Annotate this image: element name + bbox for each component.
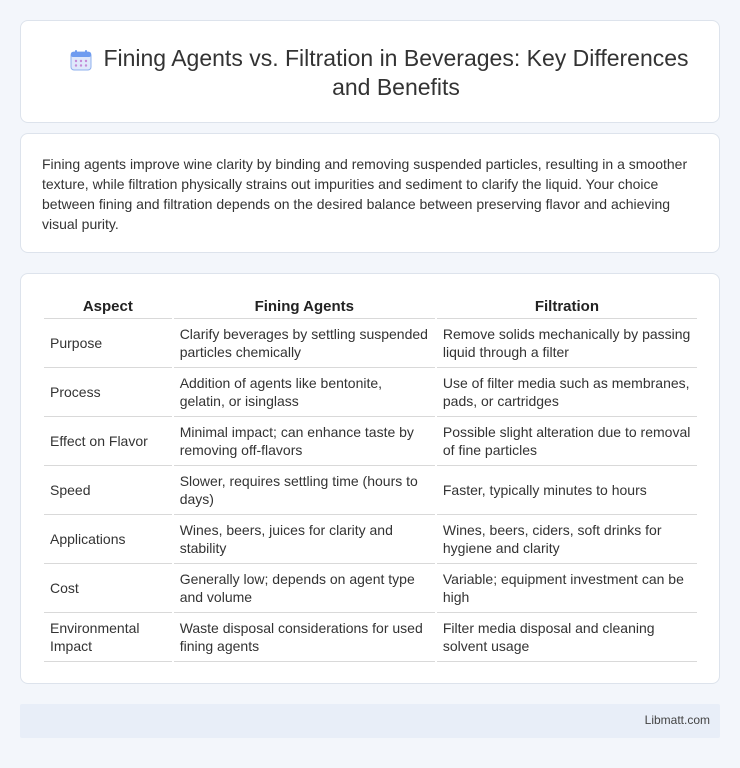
page-title: Fining Agents vs. Filtration in Beverages: Key Differences and Benefits — [103, 45, 689, 100]
aspect-cell: Cost — [44, 564, 172, 613]
calendar-icon — [69, 48, 93, 72]
aspect-cell: Environmental Impact — [44, 613, 172, 662]
footer-bar — [20, 704, 720, 738]
filtration-cell: Variable; equipment investment can be high — [437, 564, 697, 613]
fining-cell: Minimal impact; can enhance taste by removing off-flavors — [174, 417, 435, 466]
comparison-table — [42, 295, 699, 662]
header-fining-agents: Fining Agents — [174, 295, 435, 319]
table-row — [44, 368, 697, 417]
table-header-row — [44, 295, 697, 319]
filtration-cell: Use of filter media such as membranes, pads, or cartridges — [437, 368, 697, 417]
filtration-cell: Remove solids mechanically by passing liquid through a filter — [437, 319, 697, 368]
aspect-cell: Speed — [44, 466, 172, 515]
table-row — [44, 515, 697, 564]
table-row — [44, 613, 697, 662]
fining-cell: Wines, beers, juices for clarity and stability — [174, 515, 435, 564]
filtration-cell: Possible slight alteration due to removal of fine particles — [437, 417, 697, 466]
title-card — [20, 20, 720, 123]
table-row — [44, 319, 697, 368]
fining-cell: Clarify beverages by settling suspended particles chemically — [174, 319, 435, 368]
filtration-cell: Faster, typically minutes to hours — [437, 466, 697, 515]
aspect-cell: Applications — [44, 515, 172, 564]
aspect-cell: Process — [44, 368, 172, 417]
filtration-cell: Wines, beers, ciders, soft drinks for hygiene and clarity — [437, 515, 697, 564]
intro-card — [20, 133, 720, 253]
fining-cell: Slower, requires settling time (hours to days) — [174, 466, 435, 515]
footer-site-link[interactable]: Libmatt.com — [644, 713, 710, 727]
header-filtration: Filtration — [437, 295, 697, 319]
table-row — [44, 564, 697, 613]
aspect-cell: Purpose — [44, 319, 172, 368]
title-wrap — [41, 44, 699, 102]
header-aspect: Aspect — [44, 295, 172, 319]
table-row — [44, 417, 697, 466]
table-card — [20, 273, 720, 684]
fining-cell: Addition of agents like bentonite, gelatin, or isinglass — [174, 368, 435, 417]
fining-cell: Generally low; depends on agent type and volume — [174, 564, 435, 613]
aspect-cell: Effect on Flavor — [44, 417, 172, 466]
table-row — [44, 466, 697, 515]
intro-paragraph: Fining agents improve wine clarity by binding and removing suspended particles, resulting in a smoother texture, while filtration physically strains out impurities and sediment to clarify the liquid. Your choice between fining and filtration depends on the desired balance between preserving flavor and achieving visual purity. — [42, 156, 688, 232]
filtration-cell: Filter media disposal and cleaning solvent usage — [437, 613, 697, 662]
fining-cell: Waste disposal considerations for used fining agents — [174, 613, 435, 662]
